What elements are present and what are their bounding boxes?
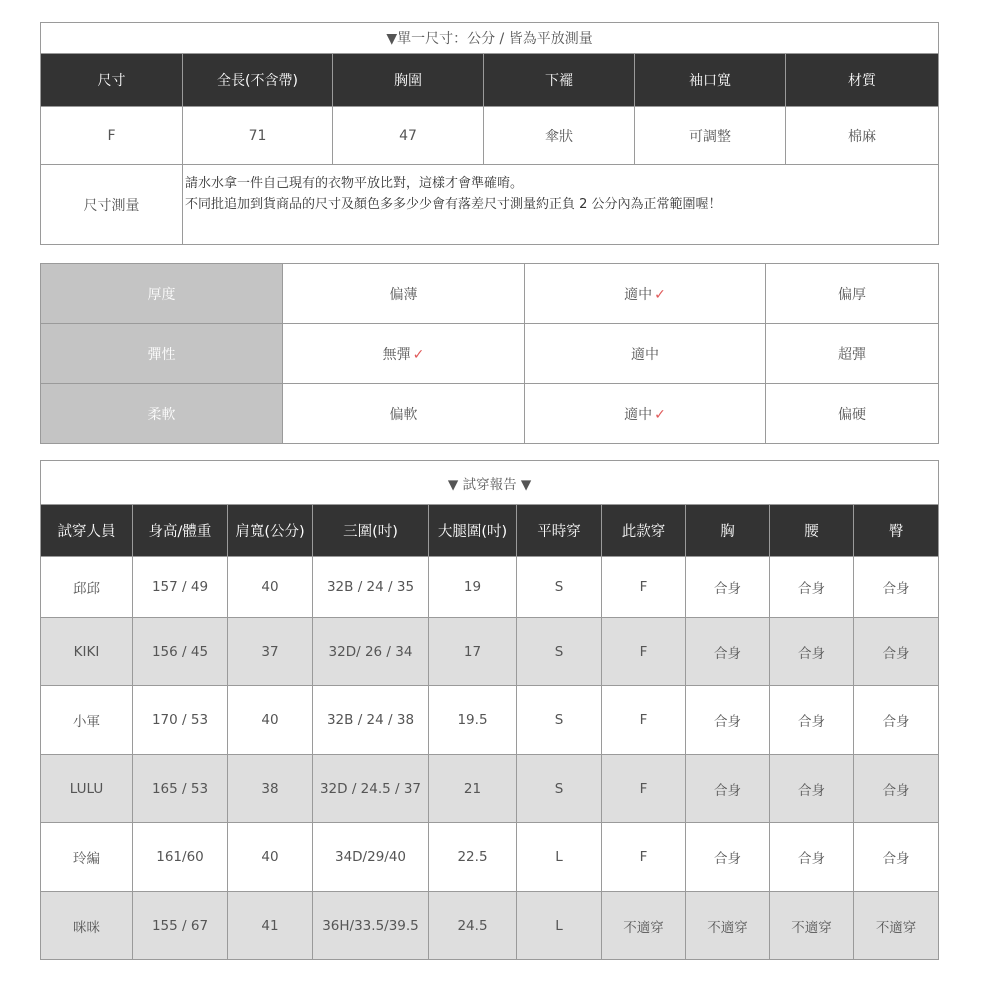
fabric-option: 無彈 ✓ [283,324,525,384]
check-mark-icon: ✓ [654,406,666,423]
fit-report-cell: 不適穿 [854,892,939,960]
fit-report-cell: 合身 [770,823,854,892]
fit-header-cell: 臀 [854,505,939,557]
fit-report-cell: S [517,686,602,755]
fit-report-cell: 40 [228,557,313,618]
size-header-cell: 胸圍 [333,54,484,107]
fit-report-row [41,557,939,618]
size-value-cell: 71 [183,107,333,165]
fit-report-table [40,460,939,960]
fit-report-row [41,823,939,892]
fit-header-cell: 身高/體重 [133,505,228,557]
fit-report-cell: 37 [228,618,313,686]
fit-report-cell: 41 [228,892,313,960]
size-value-cell: 47 [333,107,484,165]
size-header-cell: 材質 [786,54,939,107]
fit-report-cell: 32B / 24 / 38 [313,686,429,755]
fit-report-cell: 合身 [854,557,939,618]
fit-header-cell: 試穿人員 [41,505,133,557]
fit-report-cell: 合身 [770,755,854,823]
size-value-cell: 可調整 [635,107,786,165]
fit-report-cell: 不適穿 [602,892,686,960]
fit-header-cell: 大腿圍(吋) [429,505,517,557]
size-value-cell: 傘狀 [484,107,635,165]
fit-report-cell: 合身 [770,686,854,755]
fit-report-cell: 19 [429,557,517,618]
fit-report-cell: 156 / 45 [133,618,228,686]
fabric-option: 偏厚 [766,264,939,324]
fit-report-cell: 咪咪 [41,892,133,960]
fit-report-row [41,755,939,823]
measure-note-label: 尺寸測量 [41,165,183,245]
measure-note-line: 請水水拿一件自己現有的衣物平放比對，這樣才會準確唷。 [185,176,524,191]
size-header-cell: 全長(不含帶) [183,54,333,107]
size-header-cell: 袖口寬 [635,54,786,107]
fit-report-cell: L [517,823,602,892]
fit-report-cell: F [602,755,686,823]
fit-report-cell: 32B / 24 / 35 [313,557,429,618]
fit-report-cell: F [602,823,686,892]
fit-report-cell: 24.5 [429,892,517,960]
fit-report-cell: 161/60 [133,823,228,892]
fabric-option: 偏薄 [283,264,525,324]
fabric-table [40,263,939,444]
fit-report-cell: 合身 [686,686,770,755]
fabric-option: 適中 [525,324,766,384]
fit-report-cell: F [602,557,686,618]
fit-report-cell: 不適穿 [770,892,854,960]
fabric-option: 偏軟 [283,384,525,444]
size-value-cell: 棉麻 [786,107,939,165]
fit-report-cell: 36H/33.5/39.5 [313,892,429,960]
fit-header-cell: 平時穿 [517,505,602,557]
fit-report-cell: 157 / 49 [133,557,228,618]
fit-report-cell: 19.5 [429,686,517,755]
fit-report-cell: F [602,618,686,686]
fit-report-cell: 合身 [770,557,854,618]
fabric-label-thickness: 厚度 [41,264,283,324]
fit-report-cell: 21 [429,755,517,823]
fit-report-cell: 合身 [686,755,770,823]
fit-report-cell: 合身 [854,686,939,755]
size-header-cell: 下襬 [484,54,635,107]
fit-report-cell: 不適穿 [686,892,770,960]
fit-report-cell: LULU [41,755,133,823]
fit-report-cell: 合身 [854,823,939,892]
fit-report-cell: 邱邱 [41,557,133,618]
fit-header-cell: 三圍(吋) [313,505,429,557]
size-table [40,22,939,245]
fit-report-cell: 34D/29/40 [313,823,429,892]
measure-note [183,165,939,245]
fit-report-rows [41,557,939,960]
check-mark-icon: ✓ [654,286,666,303]
fit-header-cell: 腰 [770,505,854,557]
fabric-option: 超彈 [766,324,939,384]
fit-report-cell: 155 / 67 [133,892,228,960]
fit-report-cell: 32D / 24.5 / 37 [313,755,429,823]
fit-header-cell: 此款穿 [602,505,686,557]
fabric-label-elasticity: 彈性 [41,324,283,384]
fabric-label-softness: 柔軟 [41,384,283,444]
fit-report-cell: 合身 [686,618,770,686]
size-value-cell: F [41,107,183,165]
fit-report-cell: 合身 [770,618,854,686]
fabric-option: 適中 ✓ [525,264,766,324]
fit-report-title: ▼ 試穿報告 ▼ [41,461,939,505]
fabric-option: 適中 ✓ [525,384,766,444]
size-table-title: ▼單一尺寸：公分 / 皆為平放測量 [41,23,939,54]
fit-report-cell: S [517,618,602,686]
fit-report-cell: 32D/ 26 / 34 [313,618,429,686]
fit-header-cell: 肩寬(公分) [228,505,313,557]
fit-report-cell: 38 [228,755,313,823]
fit-report-cell: 合身 [686,823,770,892]
fabric-option: 偏硬 [766,384,939,444]
fit-report-cell: KIKI [41,618,133,686]
fit-report-cell: 小軍 [41,686,133,755]
measure-note-line: 不同批追加到貨商品的尺寸及顏色多多少少會有落差尺寸測量約正負 2 公分內為正常範圍喔！ [185,197,722,212]
fit-report-cell: F [602,686,686,755]
fit-report-cell: 合身 [686,557,770,618]
fit-report-cell: 40 [228,686,313,755]
fit-report-cell: 165 / 53 [133,755,228,823]
fit-report-cell: 170 / 53 [133,686,228,755]
fit-report-cell: 40 [228,823,313,892]
fit-report-cell: S [517,755,602,823]
fit-report-cell: L [517,892,602,960]
fit-report-cell: S [517,557,602,618]
fit-report-cell: 合身 [854,618,939,686]
size-header-cell: 尺寸 [41,54,183,107]
fit-report-cell: 17 [429,618,517,686]
fit-report-row [41,892,939,960]
fit-report-row [41,686,939,755]
fit-header-cell: 胸 [686,505,770,557]
fit-report-cell: 玲編 [41,823,133,892]
check-mark-icon: ✓ [412,346,425,363]
fit-report-cell: 22.5 [429,823,517,892]
fit-report-row [41,618,939,686]
fit-report-cell: 合身 [854,755,939,823]
